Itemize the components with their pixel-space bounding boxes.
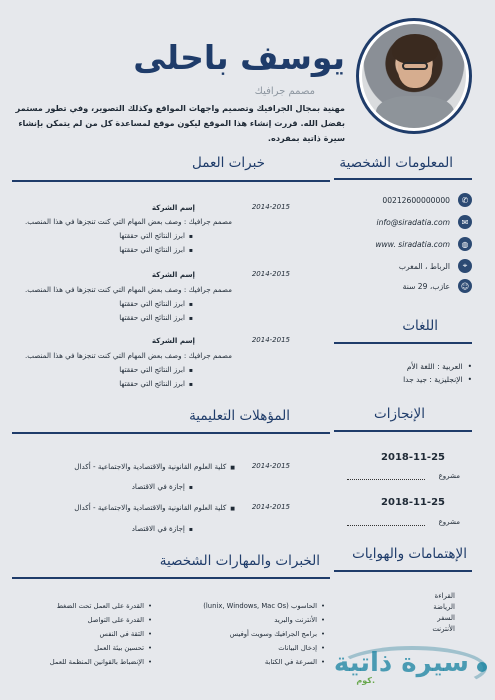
candidate-name: يوسف باحلى (133, 38, 345, 77)
job-title: مصمم جرافيك (254, 86, 315, 97)
skill-item: • القدرة على العمل تحت الضغط (57, 602, 152, 610)
skill-item: • برامج الجرافيك وسويت أوفيس (230, 630, 325, 638)
skill-item: • السرعة في الكتابة (265, 658, 325, 666)
hobby-item: الأنترنت (432, 625, 455, 633)
experience-result: ▪ ابرز النتائج التي حققتها (119, 366, 193, 374)
language-item: • العربية : اللغة الأم (407, 362, 472, 371)
education-date: 2014-2015 (251, 462, 290, 470)
achievement-dots (347, 525, 425, 526)
skill-item: • الأنترنت والبريد (274, 616, 325, 624)
photo-hair (392, 34, 438, 64)
watermark-sub: .كوم (356, 676, 375, 685)
education-title: المؤهلات التعليمية (189, 408, 290, 424)
experience-result: ▪ ابرز النتائج التي حققتها (119, 246, 193, 254)
website-value[interactable]: www. siradatia.com (375, 239, 450, 249)
photo-shirt (376, 96, 454, 128)
phone-value: 00212600000000 (382, 195, 450, 205)
achievement-date: 2018-11-25 (381, 452, 445, 463)
globe-icon: ◍ (458, 237, 472, 251)
skills-divider (12, 577, 330, 579)
profile-photo (362, 24, 466, 128)
watermark-dot (477, 662, 487, 672)
hobbies-divider (334, 570, 472, 572)
age-value: عازب، 29 سنة (402, 281, 450, 291)
education-divider (12, 432, 330, 434)
experience-result: ▪ ابرز النتائج التي حققتها (119, 232, 193, 240)
skill-item: • القدرة على التواصل (88, 616, 152, 624)
user-icon: ☺ (458, 279, 472, 293)
achievement-dots (347, 479, 425, 480)
education-date: 2014-2015 (251, 503, 290, 511)
hobby-item: الرياضة (433, 603, 455, 611)
photo-glasses (402, 62, 428, 70)
experience-result: ▪ ابرز النتائج التي حققتها (119, 314, 193, 322)
contact-email (344, 212, 472, 232)
languages-title: اللغات (402, 318, 438, 334)
experience-description: مصمم جرافيك : وصف بعض المهام التي كنت تنجزها في هذا المنصب. (24, 351, 232, 360)
address-value: الرباط ، المغرب (398, 261, 450, 271)
skill-item: • الحاسوب (lunix, Windows, Mac Os) (203, 602, 325, 610)
experience-company: إسم الشركة (151, 270, 195, 279)
hobby-item: القراءة (434, 592, 455, 600)
experience-description: مصمم جرافيك : وصف بعض المهام التي كنت تنجزها في هذا المنصب. (24, 285, 232, 294)
experience-company: إسم الشركة (151, 203, 195, 212)
experience-company: إسم الشركة (151, 336, 195, 345)
languages-divider (334, 342, 472, 344)
site-watermark-logo (333, 640, 487, 696)
contact-age (344, 276, 472, 296)
experience-divider (12, 180, 330, 182)
personal-info-title: المعلومات الشخصية (339, 155, 453, 171)
watermark-brand: سيرة ذاتية (333, 648, 469, 678)
skills-title: الخبرات والمهارات الشخصية (159, 553, 320, 569)
experience-result: ▪ ابرز النتائج التي حققتها (119, 300, 193, 308)
education-degree: ▪ إجازة في الاقتصاد (132, 482, 193, 491)
skill-item: • الثقة في النفس (100, 630, 152, 638)
experience-date: 2014-2015 (251, 336, 290, 344)
achievements-title: الإنجازات (373, 406, 425, 422)
experience-date: 2014-2015 (251, 270, 290, 278)
experience-date: 2014-2015 (251, 203, 290, 211)
profile-summary: مهنية بمجال الجرافيك وتصميم واجهات المواقع وكذلك التصوير، وفي تطور مستمر بفضل الله. قررت إنشاء هذا الموقع ليكون موقع لمساعدة كل من لم يتمكن بإنشاء سيرة ذاتية بمفرده. (15, 103, 345, 143)
profile-photo-frame (356, 18, 472, 134)
contact-phone (344, 190, 472, 210)
achievement-date: 2018-11-25 (381, 497, 445, 508)
hobbies-title: الإهتمامات والهوايات (352, 546, 467, 562)
achievements-divider (334, 430, 472, 432)
education-school: ■ كلية العلوم القانونية والاقتصادية والاجتماعية - أكدال (74, 503, 235, 512)
skill-item: • الإنضباط بالقوانين المنظمة للعمل (50, 658, 152, 666)
hobby-item: السفر (437, 614, 455, 622)
skill-item: • إدخال البيانات (278, 644, 325, 652)
achievement-label: مشروع (438, 518, 460, 526)
experience-result: ▪ ابرز النتائج التي حققتها (119, 380, 193, 388)
personal-info-divider (334, 178, 472, 180)
education-degree: ▪ إجازة في الاقتصاد (132, 524, 193, 533)
contact-address (344, 256, 472, 276)
experience-description: مصمم جرافيك : وصف بعض المهام التي كنت تنجزها في هذا المنصب. (24, 217, 232, 226)
education-school: ■ كلية العلوم القانونية والاقتصادية والاجتماعية - أكدال (74, 462, 235, 471)
skill-item: • تحسين بيئة العمل (94, 644, 152, 652)
location-icon: ⌖ (458, 259, 472, 273)
achievement-label: مشروع (438, 472, 460, 480)
experience-title: خبرات العمل (191, 155, 265, 171)
phone-icon: ✆ (458, 193, 472, 207)
language-item: • الإنجليزية : جيد جدا (403, 375, 472, 384)
email-value[interactable]: info@siradatia.com (376, 217, 450, 227)
contact-website (344, 234, 472, 254)
email-icon: ✉ (458, 215, 472, 229)
